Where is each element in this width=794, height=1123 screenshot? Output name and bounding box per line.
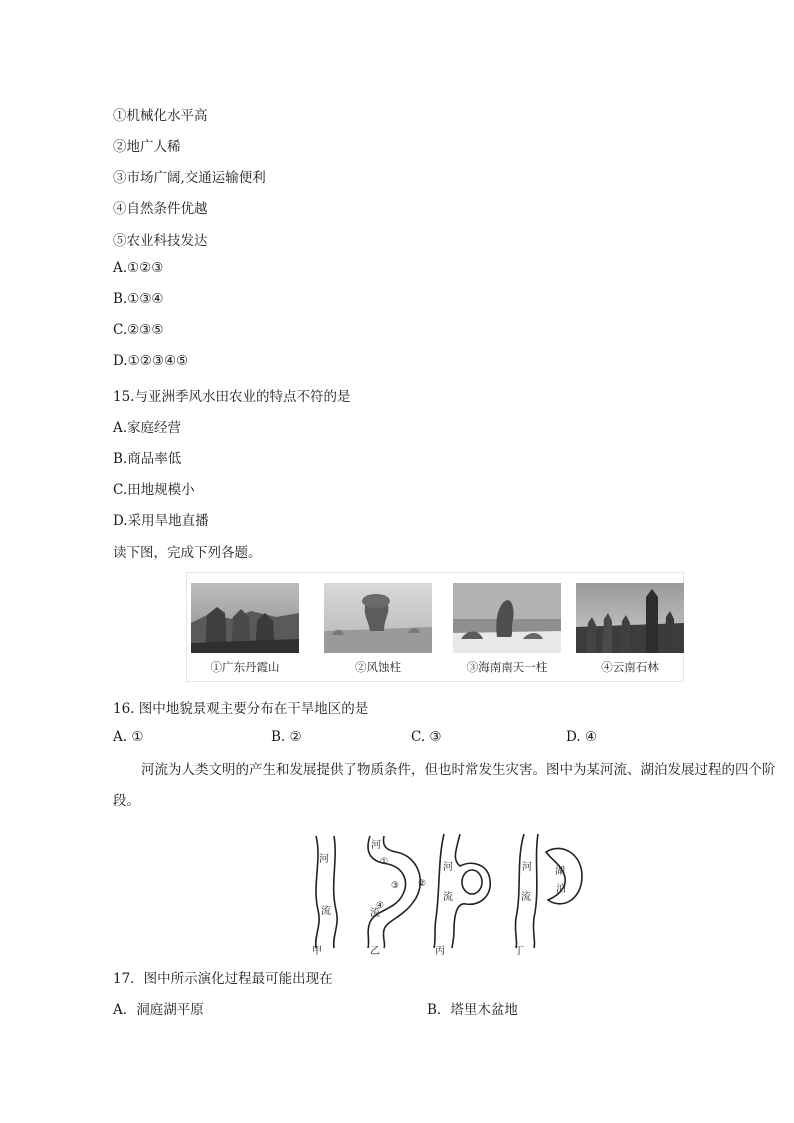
statement-2: ②地广人稀 xyxy=(113,139,181,155)
q14-choice-d: D.①②③④⑤ xyxy=(113,353,189,369)
fig-marker-4: ④ xyxy=(376,901,385,911)
fig-lake-char-1: 湖 xyxy=(555,866,565,877)
q15-choice-d: D.采用旱地直播 xyxy=(113,513,209,529)
fig-river-char-ding-2: 流 xyxy=(521,892,531,903)
caption-stone-forest: ④云南石林 xyxy=(601,660,659,674)
q16-choice-d: D. ④ xyxy=(566,729,598,745)
fig-river-char-yi-2: 流 xyxy=(370,908,380,919)
q17-stem: 17．图中所示演化过程最可能出现在 xyxy=(113,971,333,987)
landform-photo-strip xyxy=(186,572,684,682)
fig-river-char-bing-1: 河 xyxy=(443,862,453,873)
photo-nantian-pillar xyxy=(453,583,561,653)
q14-choice-a: A.①②③ xyxy=(113,260,164,276)
fig-lake-char-2: 泊 xyxy=(556,884,566,895)
statement-5: ⑤农业科技发达 xyxy=(113,233,208,249)
q16-choice-b: B. ② xyxy=(271,729,302,745)
q17-choice-a: A．洞庭湖平原 xyxy=(113,1002,204,1018)
q15-choice-a: A.家庭经营 xyxy=(113,420,182,436)
caption-nantian: ③海南南天一柱 xyxy=(466,660,548,674)
caption-wind-erosion: ②风蚀柱 xyxy=(355,660,401,674)
photo-wind-erosion-pillar xyxy=(324,583,432,653)
passage-text: 河流为人类文明的产生和发展提供了物质条件，但也时常发生灾害。图中为某河流、湖泊发展过程的四个阶段。 xyxy=(113,762,776,809)
stage-label-bing: 丙 xyxy=(435,946,445,955)
statement-4: ④自然条件优越 xyxy=(113,201,208,217)
caption-danxia: ①广东丹霞山 xyxy=(210,660,280,674)
q16-choice-a: A. ① xyxy=(113,729,144,745)
q15-stem: 15.与亚洲季风水田农业的特点不符的是 xyxy=(113,389,351,405)
statement-1: ①机械化水平高 xyxy=(113,108,208,124)
stage-label-ding: 丁 xyxy=(514,946,524,955)
river-evolution-diagram xyxy=(300,830,590,955)
q15-choice-b: B.商品率低 xyxy=(113,451,182,467)
q17-choice-b: B．塔里木盆地 xyxy=(427,1002,518,1018)
fig-river-char-ding-1: 河 xyxy=(522,862,532,873)
photo-danxia-mountain xyxy=(191,583,299,653)
q15-choice-c: C.田地规模小 xyxy=(113,482,195,498)
q16-stem: 16. 图中地貌景观主要分布在干旱地区的是 xyxy=(113,701,369,717)
stage-label-jia: 甲 xyxy=(312,946,322,955)
q16-choice-c: C. ③ xyxy=(411,729,442,745)
stage-label-yi: 乙 xyxy=(370,946,380,955)
q14-choice-c: C.②③⑤ xyxy=(113,322,164,338)
q14-choice-b: B.①③④ xyxy=(113,291,164,307)
fig-river-char-jia-2: 流 xyxy=(321,906,331,917)
fig-river-char-bing-2: 流 xyxy=(443,892,453,903)
fig-marker-1: ① xyxy=(380,857,389,867)
fig-river-char-yi-1: 河 xyxy=(371,840,381,851)
fig-river-char-jia-1: 河 xyxy=(319,854,329,865)
fig-marker-2: ② xyxy=(418,879,427,889)
statement-3: ③市场广阔,交通运输便利 xyxy=(113,170,266,186)
fig-marker-3: ③ xyxy=(391,881,400,891)
intro-text: 读下图，完成下列各题。 xyxy=(113,545,262,561)
photo-stone-forest xyxy=(576,583,684,653)
